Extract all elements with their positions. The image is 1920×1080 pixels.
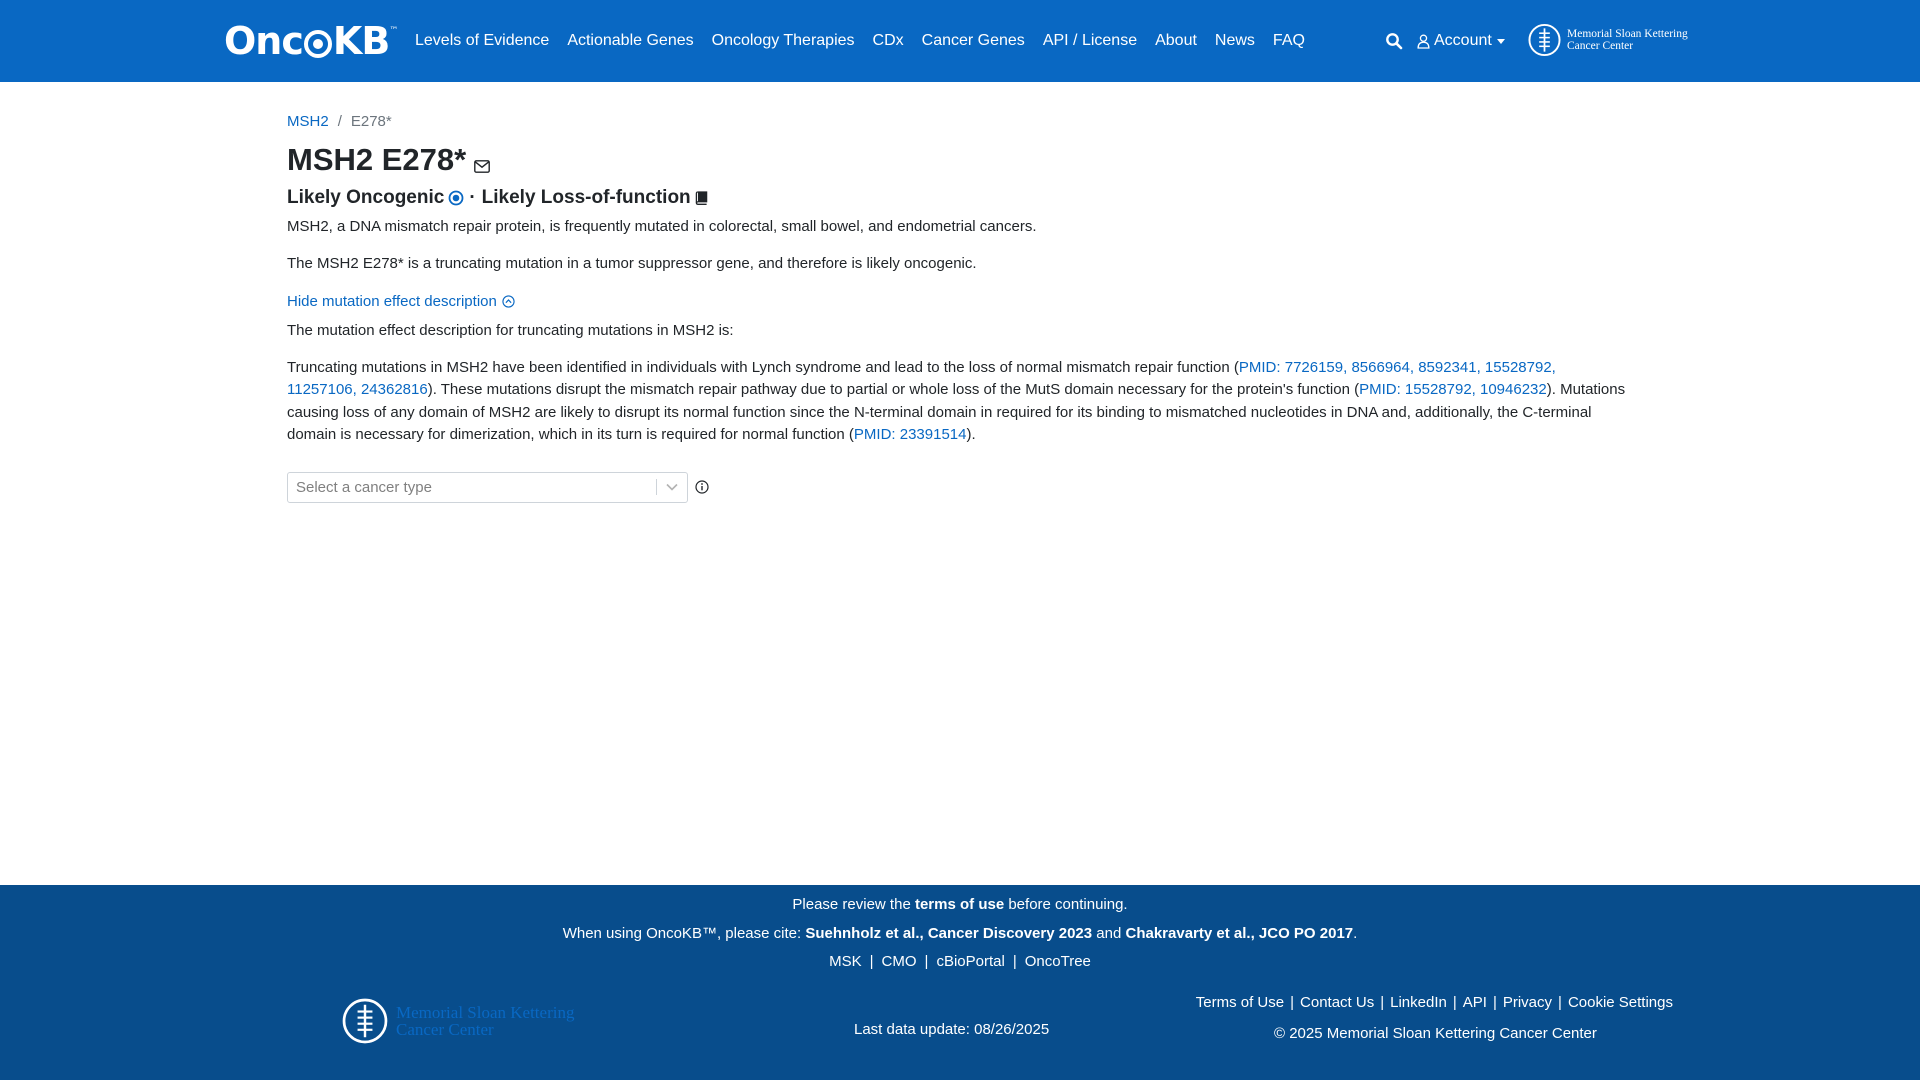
footer-link-cmo[interactable]: CMO (881, 953, 917, 970)
nav-oncology-therapies[interactable]: Oncology Therapies (711, 32, 855, 49)
classification-separator: · (469, 187, 476, 208)
citation-link-2[interactable]: Chakravarty et al., JCO PO 2017 (1125, 925, 1354, 942)
effect-desc-text-3: ). Mutations causing loss of any domain of MSH2 are likely to disrupt its normal function since the N-terminal domain in required for its binding to mismatched nucleotides in DNA and, additionally, the C-terminal domain is necessary for dimerization, which in its turn is required for normal function ( (287, 381, 1626, 443)
account-label: Account (1434, 32, 1492, 49)
pmid-link-1[interactable]: PMID: 7726159, 8566964, 8592341, 15528792, 11257106, 24362816 (287, 358, 1556, 398)
footer-link-cbioportal[interactable]: cBioPortal (936, 953, 1005, 970)
footer-msk-line1: Memorial Sloan Kettering (396, 1003, 575, 1022)
cancer-type-select[interactable] (287, 472, 688, 503)
oncogenicity-icon-wrap (448, 190, 464, 206)
chevron-down-icon[interactable] (665, 482, 679, 492)
footer-msk-wordmark (396, 1004, 574, 1038)
hide-mutation-effect-toggle[interactable] (287, 290, 1627, 312)
nav-actionable-genes[interactable]: Actionable Genes (567, 32, 694, 49)
account-dropdown[interactable] (1417, 32, 1505, 50)
mail-icon[interactable] (474, 160, 490, 173)
review-text-pre: Please review the (792, 896, 915, 913)
msk-logo[interactable] (1528, 22, 1688, 58)
citation-line (0, 925, 1920, 942)
pmid-link-2[interactable]: PMID: 15528792, 10946232 (1359, 381, 1547, 398)
cancer-type-placeholder: Select a cancer type (296, 478, 432, 496)
cancer-type-select-row (287, 472, 1627, 503)
chevron-up-circle-icon (502, 295, 515, 308)
info-icon[interactable] (695, 480, 709, 494)
variant-summary: The MSH2 E278* is a truncating mutation in a tumor suppressor gene, and therefore is likely oncogenic. (287, 254, 977, 272)
msk-emblem-icon (1528, 22, 1561, 58)
msk-emblem-icon (342, 995, 388, 1047)
link-divider: | (1558, 994, 1562, 1011)
footer-link-terms[interactable]: Terms of Use (1195, 994, 1285, 1011)
mutation-effect-intro: The mutation effect description for truncating mutations in MSH2 is: (287, 322, 734, 339)
nav-faq[interactable]: FAQ (1272, 32, 1305, 49)
oncogenicity-label: Likely Oncogenic (287, 187, 445, 208)
breadcrumb-separator: / (337, 112, 342, 130)
breadcrumb (287, 110, 1627, 132)
nav-right (1385, 0, 1505, 82)
effect-desc-text-1: Truncating mutations in MSH2 have been identified in individuals with Lynch syndrome and lead to the loss of normal mismatch repair function ( (287, 358, 1239, 376)
footer-link-privacy[interactable]: Privacy (1502, 994, 1553, 1011)
link-divider: | (1012, 953, 1017, 970)
terms-review-line (0, 896, 1920, 913)
cite-text-pre: When using OncoKB™, please cite: (562, 925, 806, 942)
logo-trademark: ™ (389, 26, 399, 36)
footer-link-api[interactable]: API (1462, 994, 1487, 1011)
user-icon (1417, 34, 1430, 49)
select-divider (656, 479, 657, 495)
footer-link-msk[interactable]: MSK (829, 953, 862, 970)
mutation-effect-label: Likely Loss-of-function (481, 187, 691, 208)
citation-link-1[interactable]: Suehnholz et al., Cancer Discovery 2023 (805, 925, 1093, 942)
mutation-effect-description (287, 357, 1627, 447)
nav-api-license[interactable]: API / License (1042, 32, 1138, 49)
book-icon-wrap (695, 191, 708, 205)
main-nav (415, 0, 1323, 82)
copyright: © 2025 Memorial Sloan Kettering Cancer Center (1274, 1025, 1597, 1042)
title-row (287, 139, 1627, 179)
logo-o-icon (304, 30, 332, 58)
footer-link-contact[interactable]: Contact Us (1300, 994, 1375, 1011)
classification-row (287, 185, 1627, 211)
breadcrumb-gene-link[interactable]: MSH2 (287, 112, 329, 130)
link-divider: | (1492, 994, 1497, 1011)
nav-cancer-genes[interactable]: Cancer Genes (921, 32, 1025, 49)
link-divider: | (1380, 994, 1385, 1011)
pmid-link-3[interactable]: PMID: 23391514 (853, 426, 967, 443)
footer-link-oncotree[interactable]: OncoTree (1024, 953, 1091, 970)
cite-text-and: and (1092, 925, 1126, 942)
link-divider: | (869, 953, 874, 970)
cite-text-post: . (1353, 925, 1358, 942)
last-data-update: Last data update: 08/26/2025 (854, 1021, 1050, 1038)
nav-news[interactable]: News (1214, 32, 1255, 49)
main-content (287, 110, 1627, 503)
link-divider: | (1452, 994, 1457, 1011)
msk-line1: Memorial Sloan Kettering (1567, 28, 1688, 40)
effect-desc-text-4: ). (966, 426, 976, 443)
toggle-label: Hide mutation effect description (287, 292, 497, 310)
select-indicator (656, 473, 687, 502)
page-title: MSH2 E278* (287, 142, 467, 177)
effect-desc-text-2: ). These mutations disrupt the mismatch repair pathway due to partial or whole loss of the MutS domain necessary for the protein's function ( (427, 381, 1360, 398)
oncokb-logo[interactable] (224, 20, 398, 62)
logo-text-prefix: Onc (224, 19, 303, 63)
book-icon[interactable] (695, 191, 708, 205)
link-divider: | (924, 953, 929, 970)
partner-links (0, 953, 1920, 970)
footer-msk-line2: Cancer Center (396, 1020, 494, 1039)
footer-right-links (1196, 994, 1673, 1011)
breadcrumb-current: E278* (350, 112, 392, 130)
nav-levels-of-evidence[interactable]: Levels of Evidence (415, 32, 550, 49)
msk-line2: Cancer Center (1567, 40, 1634, 52)
nav-cdx[interactable]: CDx (872, 32, 904, 49)
footer-link-cookie-settings[interactable]: Cookie Settings (1567, 994, 1673, 1011)
top-navbar (0, 0, 1920, 82)
terms-of-use-link[interactable]: terms of use (914, 896, 1005, 913)
likely-oncogenic-icon (448, 190, 464, 206)
review-text-post: before continuing. (1004, 896, 1128, 913)
footer-msk-logo[interactable] (342, 995, 574, 1047)
link-divider: | (1290, 994, 1295, 1011)
gene-summary: MSH2, a DNA mismatch repair protein, is frequently mutated in colorectal, small bowel, and endometrial cancers. (287, 218, 1037, 235)
caret-down-icon (1497, 39, 1505, 44)
msk-wordmark (1567, 28, 1688, 52)
nav-about[interactable]: About (1155, 32, 1197, 49)
search-icon[interactable] (1385, 32, 1403, 50)
footer-link-linkedin[interactable]: LinkedIn (1390, 994, 1447, 1011)
logo-text-suffix: KB (332, 19, 390, 63)
footer (0, 885, 1920, 1080)
